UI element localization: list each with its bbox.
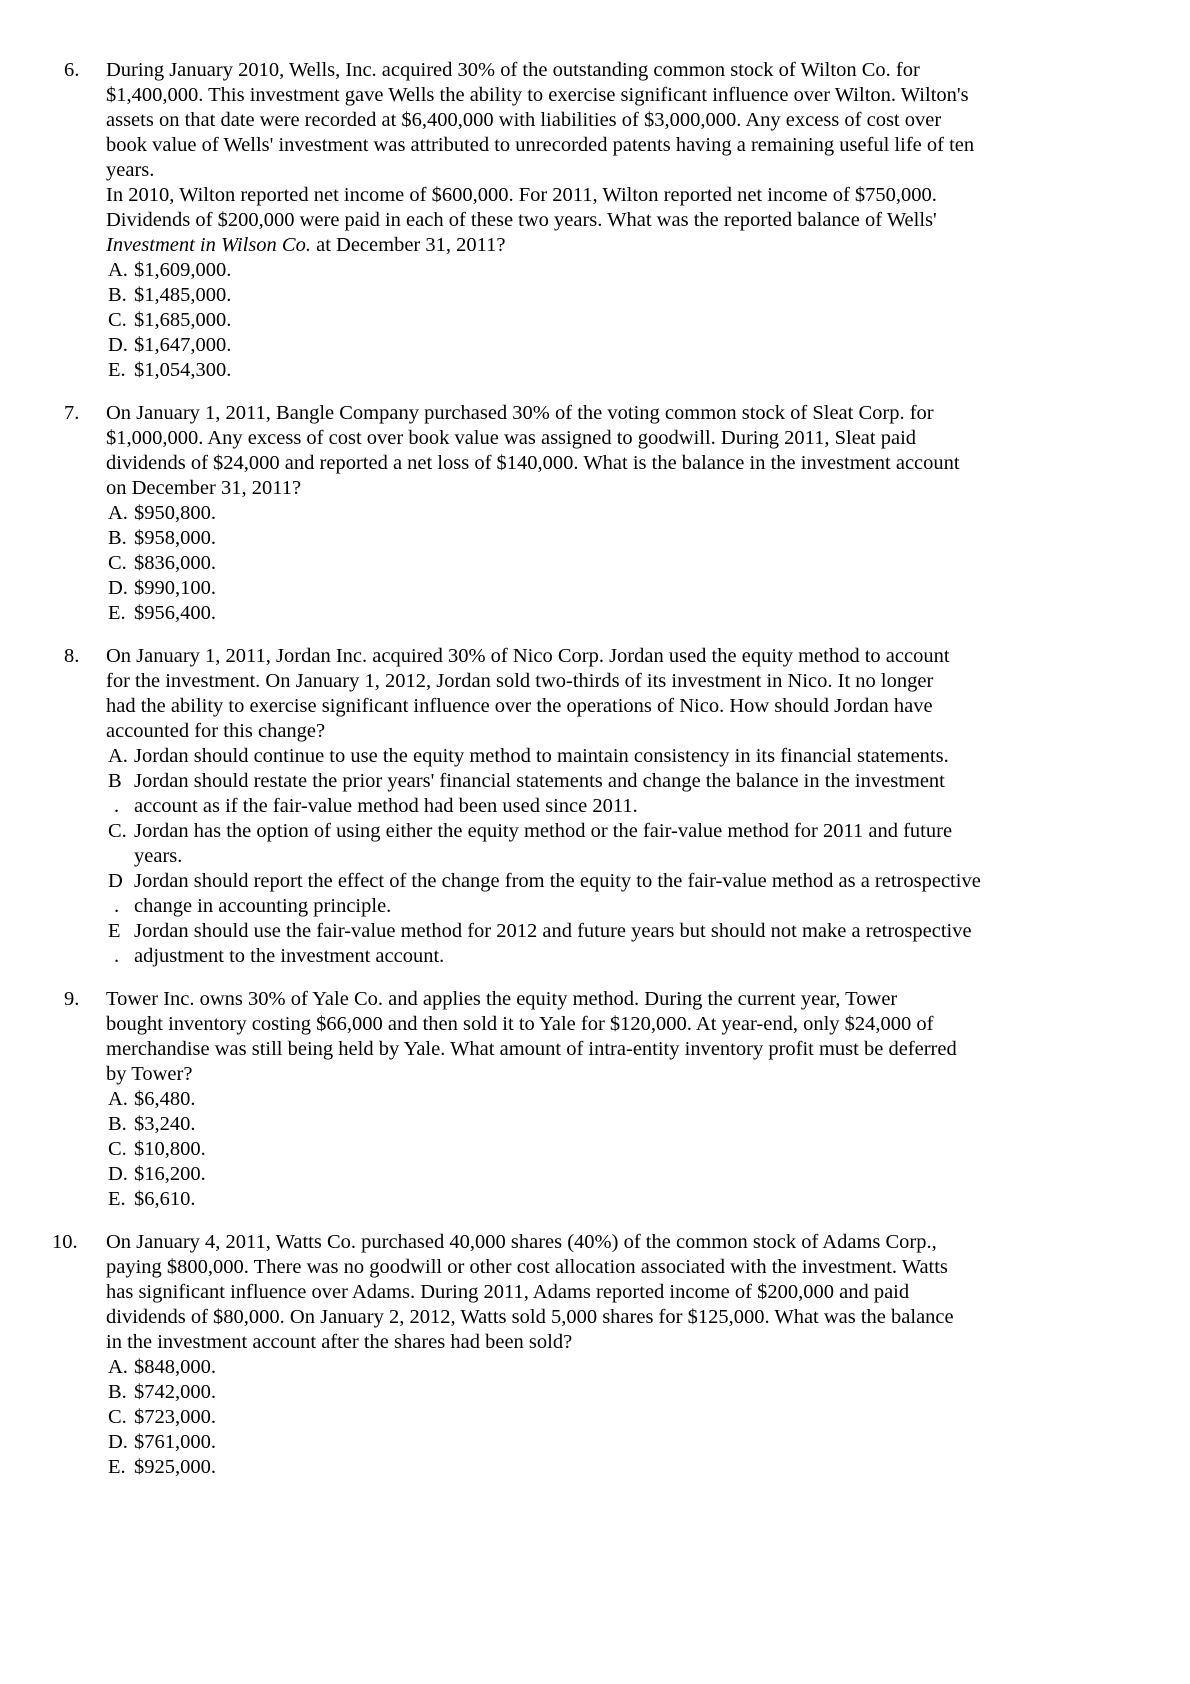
text-segment: Dividends of $200,000 were paid in each of these two years. What was the reported balance of Wells' [106,209,937,231]
option-text: Jordan should restate the prior years' financial statements and change the balance in the investment [134,770,945,792]
question-10 [0,1230,1190,1480]
question-text-line [106,451,1190,476]
question-7 [0,401,1190,626]
question-6 [0,58,1190,383]
question-text-line [106,987,1190,1012]
question-number: 8. [64,645,80,667]
answer-option-e [106,1455,1190,1480]
option-label: E. [108,1188,126,1210]
option-label: B. [108,1381,127,1403]
text-segment: On January 1, 2011, Bangle Company purchased 30% of the voting common stock of Sleat Corp. for [106,402,934,424]
option-label: C. [108,820,127,842]
answer-option-e [106,919,1190,969]
option-text: Jordan should use the fair-value method for 2012 and future years but should not make a retrospective [134,920,972,942]
option-continuation-marker: . [114,945,120,967]
question-text-line [106,133,1190,158]
answer-option-d [106,576,1190,601]
answer-option-b [106,769,1190,819]
question-text-line [106,108,1190,133]
question-text-line [106,58,1190,83]
answer-option-b [106,1112,1190,1137]
italic-text: Investment in Wilson Co. [106,234,311,256]
question-text-line [106,719,1190,744]
answer-option-c [106,1405,1190,1430]
option-text: $3,240. [134,1113,196,1135]
option-text: $956,400. [134,602,216,624]
answer-option-a [106,1087,1190,1112]
text-segment: dividends of $80,000. On January 2, 2012, Watts sold 5,000 shares for $125,000. What was the balance [106,1306,954,1328]
option-label: A. [108,1088,128,1110]
option-label: A. [108,502,128,524]
option-text: $742,000. [134,1381,216,1403]
text-segment: merchandise was still being held by Yale. What amount of intra-entity inventory profit must be deferred [106,1038,957,1060]
option-label: C. [108,552,127,574]
question-text-line [106,158,1190,183]
text-segment: book value of Wells' investment was attributed to unrecorded patents having a remaining useful life of ten [106,134,975,156]
text-segment: dividends of $24,000 and reported a net loss of $140,000. What is the balance in the investment account [106,452,960,474]
text-segment: On January 1, 2011, Jordan Inc. acquired 30% of Nico Corp. Jordan used the equity method to account [106,645,950,667]
question-number: 10. [52,1231,78,1253]
option-text: $990,100. [134,577,216,599]
option-label: D. [108,1431,128,1453]
text-segment: by Tower? [106,1063,193,1085]
option-label: C. [108,1406,127,1428]
answer-option-d [106,333,1190,358]
question-text-line [106,1280,1190,1305]
text-segment: at December 31, 2011? [310,234,506,256]
option-continuation [114,794,1190,819]
option-continuation-marker: . [114,795,120,817]
answer-option-d [106,869,1190,919]
question-number: 7. [64,402,80,424]
question-8 [0,644,1190,969]
question-text-line [106,1062,1190,1087]
option-label: B. [108,527,127,549]
question-text-line [106,644,1190,669]
question-text-line [106,208,1190,233]
option-label: E. [108,1456,126,1478]
option-text: $1,609,000. [134,259,232,281]
question-text-line [106,1330,1190,1355]
question-text-line [106,1012,1190,1037]
answer-option-c [106,551,1190,576]
question-9 [0,987,1190,1212]
answer-option-e [106,1187,1190,1212]
question-text-line [106,476,1190,501]
question-text-line [106,1230,1190,1255]
answer-option-a [106,258,1190,283]
question-text-line [106,183,1190,208]
text-segment: had the ability to exercise significant influence over the operations of Nico. How should Jordan have [106,695,933,717]
text-segment: on December 31, 2011? [106,477,302,499]
option-label: E. [108,602,126,624]
option-continuation-marker: . [114,895,120,917]
answer-option-c [106,1137,1190,1162]
option-label: A. [108,1356,128,1378]
option-label: B. [108,284,127,306]
option-text: years. [134,845,183,867]
answer-option-a [106,501,1190,526]
question-text-line [106,1255,1190,1280]
question-text-line [106,669,1190,694]
option-text: $925,000. [134,1456,216,1478]
answer-option-b [106,1380,1190,1405]
text-segment: $1,400,000. This investment gave Wells the ability to exercise significant influence over Wilton. Wilton's [106,84,969,106]
text-segment: paying $800,000. There was no goodwill or other cost allocation associated with the investment. Watts [106,1256,948,1278]
text-segment: for the investment. On January 1, 2012, Jordan sold two-thirds of its investment in Nico. It no longer [106,670,934,692]
question-text-line [106,83,1190,108]
answer-option-b [106,526,1190,551]
answer-option-b [106,283,1190,308]
option-text: account as if the fair-value method had been used since 2011. [134,795,638,817]
option-text: $10,800. [134,1138,206,1160]
option-label: D [108,870,123,892]
text-segment: accounted for this change? [106,720,326,742]
option-text: Jordan should report the effect of the change from the equity to the fair-value method as a retrospective [134,870,981,892]
option-label: A. [108,745,128,767]
text-segment: assets on that date were recorded at $6,400,000 with liabilities of $3,000,000. Any excess of cost over [106,109,942,131]
option-label: B [108,770,122,792]
question-text-line [106,401,1190,426]
option-label: C. [108,309,127,331]
option-label: C. [108,1138,127,1160]
text-segment: During January 2010, Wells, Inc. acquired 30% of the outstanding common stock of Wilton Co. for [106,59,920,81]
text-segment: $1,000,000. Any excess of cost over book value was assigned to goodwill. During 2011, Sleat paid [106,427,917,449]
option-text: $958,000. [134,527,216,549]
option-text: $1,054,300. [134,359,232,381]
answer-option-d [106,1430,1190,1455]
text-segment: bought inventory costing $66,000 and then sold it to Yale for $120,000. At year-end, only $24,000 of [106,1013,934,1035]
question-text-line [106,426,1190,451]
question-text-line [106,1305,1190,1330]
option-text: $6,480. [134,1088,196,1110]
option-text: $16,200. [134,1163,206,1185]
option-text: $723,000. [134,1406,216,1428]
option-text: $6,610. [134,1188,196,1210]
question-text-line [106,233,1190,258]
option-text: Jordan has the option of using either the equity method or the fair-value method for 2011 and future [134,820,953,842]
answer-option-a [106,1355,1190,1380]
option-text: Jordan should continue to use the equity method to maintain consistency in its financial statements. [134,745,949,767]
option-label: D. [108,334,128,356]
option-text: change in accounting principle. [134,895,392,917]
option-text: $761,000. [134,1431,216,1453]
option-text: $1,485,000. [134,284,232,306]
answer-option-e [106,358,1190,383]
option-continuation [114,894,1190,919]
question-document [0,58,1190,1498]
option-label: A. [108,259,128,281]
option-text: $836,000. [134,552,216,574]
option-label: E [108,920,121,942]
option-text: $950,800. [134,502,216,524]
option-label: D. [108,577,128,599]
option-label: B. [108,1113,127,1135]
question-text-line [106,1037,1190,1062]
option-label: D. [108,1163,128,1185]
option-text: $1,647,000. [134,334,232,356]
question-text-line [106,694,1190,719]
question-number: 9. [64,988,80,1010]
option-continuation [114,944,1190,969]
option-text: $1,685,000. [134,309,232,331]
text-segment: has significant influence over Adams. During 2011, Adams reported income of $200,000 and paid [106,1281,910,1303]
option-label: E. [108,359,126,381]
answer-option-a [106,744,1190,769]
option-text: adjustment to the investment account. [134,945,445,967]
text-segment: in the investment account after the shares had been sold? [106,1331,573,1353]
text-segment: On January 4, 2011, Watts Co. purchased 40,000 shares (40%) of the common stock of Adams Corp., [106,1231,937,1253]
answer-option-c [106,819,1190,869]
answer-option-e [106,601,1190,626]
option-text: $848,000. [134,1356,216,1378]
answer-option-d [106,1162,1190,1187]
answer-option-c [106,308,1190,333]
text-segment: years. [106,159,155,181]
text-segment: Tower Inc. owns 30% of Yale Co. and applies the equity method. During the current year, Tower [106,988,898,1010]
text-segment: In 2010, Wilton reported net income of $600,000. For 2011, Wilton reported net income of $750,000. [106,184,937,206]
question-number: 6. [64,59,80,81]
